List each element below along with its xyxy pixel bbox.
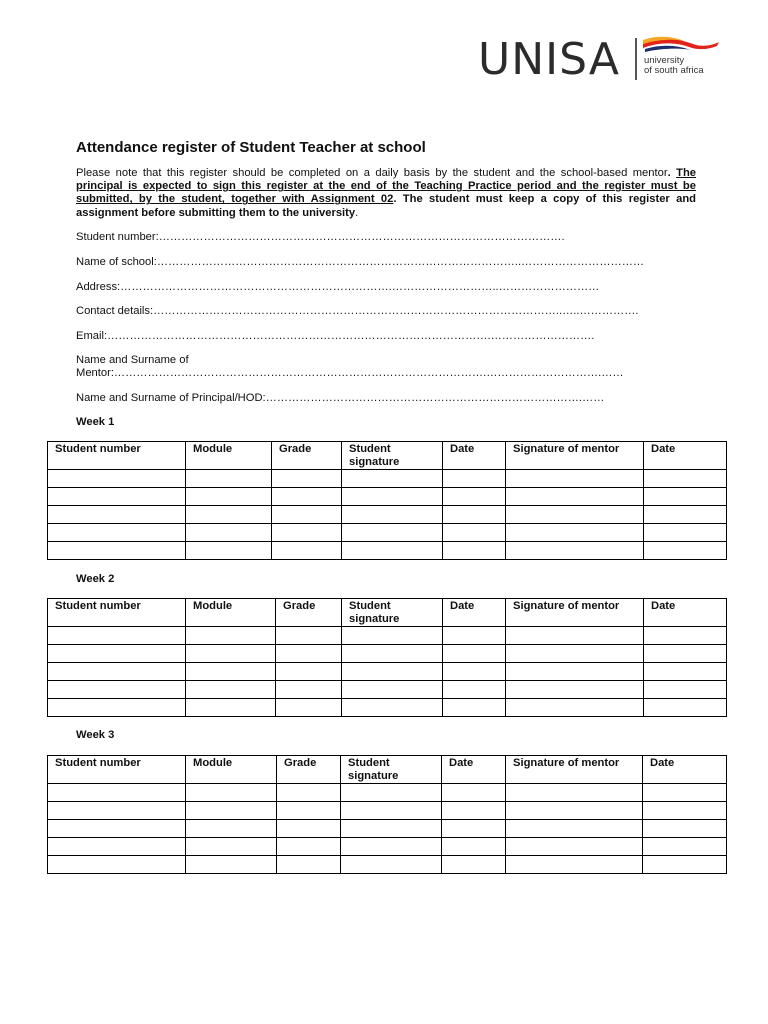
table-row	[48, 627, 727, 645]
col-date: Date	[443, 599, 506, 627]
logo-sub-line2: of south africa	[644, 65, 704, 76]
table-row	[48, 542, 727, 560]
table-row	[48, 524, 727, 542]
col-date: Date	[442, 756, 506, 784]
school-name-field[interactable]: Name of school:……………………………………………………………………………………..……………………………	[76, 256, 645, 268]
logo-wordmark: UNISA	[478, 34, 620, 85]
table-row	[48, 856, 727, 874]
table-row	[48, 645, 727, 663]
week-2-heading: Week 2	[76, 573, 115, 585]
col-student-number: Student number	[48, 442, 186, 470]
principal-name-field[interactable]: Name and Surname of Principal/HOD:………………………………………………………………………….……	[76, 392, 605, 404]
address-field[interactable]: Address:……………………………………………………………….………………………..………………………	[76, 281, 600, 293]
email-field[interactable]: Email:………………………………………………………………………………………….……………………….	[76, 330, 595, 342]
contact-details-field[interactable]: Contact details:………………………………………………………………………………………………..…..…………….	[76, 305, 639, 317]
col-grade: Grade	[276, 599, 342, 627]
logo-subtitle	[644, 56, 704, 76]
student-number-field[interactable]: Student number:……………………………………………………………………………………………….	[76, 231, 565, 243]
week-3-heading: Week 3	[76, 729, 115, 741]
col-student-number: Student number	[48, 756, 186, 784]
col-date: Date	[443, 442, 506, 470]
week-3-table	[47, 755, 727, 874]
table-row	[48, 506, 727, 524]
col-grade: Grade	[277, 756, 341, 784]
intro-period: .	[667, 167, 671, 179]
col-grade: Grade	[272, 442, 342, 470]
intro-text-1: Please note that this register should be completed on a daily basis by the student and the school-based mentor	[76, 167, 668, 179]
col-student-signature: Student signature	[341, 756, 442, 784]
col-student-signature: Student signature	[342, 599, 443, 627]
table-row	[48, 784, 727, 802]
col-date-2: Date	[644, 599, 727, 627]
col-date-2: Date	[644, 442, 727, 470]
table-row	[48, 663, 727, 681]
intro-paragraph	[76, 167, 696, 220]
col-module: Module	[186, 756, 277, 784]
table-row	[48, 802, 727, 820]
col-mentor-signature: Signature of mentor	[506, 756, 643, 784]
col-date-2: Date	[643, 756, 727, 784]
table-row	[48, 681, 727, 699]
col-module: Module	[186, 599, 276, 627]
intro-underlined-text: The principal is expected to sign this register at the end of the Teaching Practice period and the register must be submitted, by the student, together with Assignment 02	[76, 167, 696, 206]
week-2-table	[47, 598, 727, 717]
col-student-signature: Student signature	[342, 442, 443, 470]
table-row	[48, 470, 727, 488]
page-title: Attendance register of Student Teacher at school	[76, 139, 426, 156]
col-mentor-signature: Signature of mentor	[506, 599, 644, 627]
logo-flag-icon	[641, 36, 721, 56]
intro-text-3: . The student must keep a copy of this register and assignment before submitting them to the university	[76, 193, 696, 219]
col-mentor-signature: Signature of mentor	[506, 442, 644, 470]
intro-end: .	[355, 206, 359, 219]
col-student-number: Student number	[48, 599, 186, 627]
week-1-heading: Week 1	[76, 416, 115, 428]
unisa-logo	[478, 34, 718, 86]
table-row	[48, 838, 727, 856]
table-row	[48, 820, 727, 838]
table-row	[48, 488, 727, 506]
logo-divider	[635, 38, 637, 80]
col-module: Module	[186, 442, 272, 470]
table-row	[48, 699, 727, 717]
week-1-table	[47, 441, 727, 560]
mentor-name-field[interactable]: Mentor:……………………………………………………………………………………….………………………….……	[76, 367, 624, 379]
logo-sub-line1: university	[644, 55, 685, 66]
mentor-name-label: Name and Surname of	[76, 354, 189, 366]
